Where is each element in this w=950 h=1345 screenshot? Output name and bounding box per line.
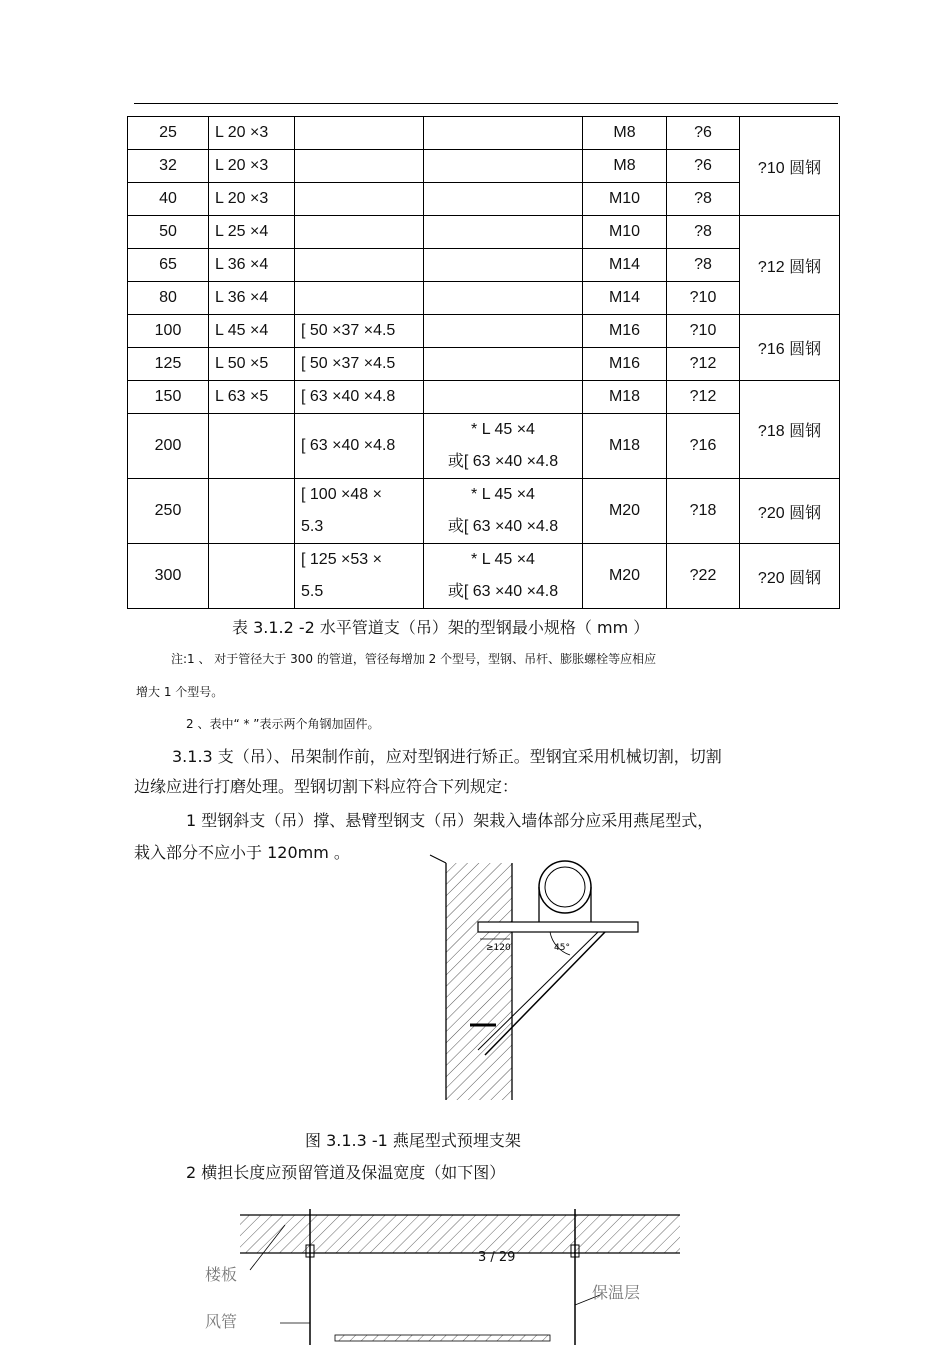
cell-nominal-diameter: 100	[128, 315, 209, 348]
cell-double-angle	[424, 249, 583, 282]
cell-nominal-diameter: 125	[128, 348, 209, 381]
cell-double-angle	[424, 150, 583, 183]
cell-double-angle	[424, 479, 583, 544]
cell-hanger-rod: ?12	[667, 348, 740, 381]
cell-line: 或[ 63 ×40 ×4.8	[447, 583, 559, 600]
cell-channel-steel	[295, 282, 424, 315]
cell-nominal-diameter: 80	[128, 282, 209, 315]
cell-nominal-diameter: 50	[128, 216, 209, 249]
page-number: 3 / 29	[478, 1250, 516, 1265]
table-row	[128, 544, 840, 609]
cell-line: 5.5	[301, 583, 324, 600]
cell-channel-steel: [ 50 ×37 ×4.5	[295, 348, 424, 381]
cell-double-angle	[424, 315, 583, 348]
header-rule	[134, 103, 838, 104]
item-2: 2 横担长度应预留管道及保温宽度（如下图）	[186, 1163, 506, 1182]
cell-angle-steel: L 25 ×4	[209, 216, 295, 249]
cell-hanger-rod: ?10	[667, 282, 740, 315]
cell-round-steel: ?18 圆钢	[740, 381, 840, 479]
cell-angle-steel	[209, 479, 295, 544]
table-row	[128, 117, 840, 150]
cell-line: [ 125 ×53 ×	[301, 551, 382, 568]
item-1-cont: 栽入部分不应小于 120mm 。	[134, 843, 350, 862]
cell-angle-steel: L 36 ×4	[209, 282, 295, 315]
cell-nominal-diameter: 150	[128, 381, 209, 414]
note-1: 注:1 、 对于管径大于 300 的管道，管径每增加 2 个型号，型钢、吊杆、膨胀螺栓等应相应	[171, 652, 657, 666]
cell-nominal-diameter: 65	[128, 249, 209, 282]
cell-line: * L 45 ×4	[471, 551, 535, 568]
cell-line: * L 45 ×4	[471, 486, 535, 503]
cell-channel-steel: [ 50 ×37 ×4.5	[295, 315, 424, 348]
cell-nominal-diameter: 250	[128, 479, 209, 544]
label-insulation: 保温层	[592, 1283, 641, 1302]
cell-double-angle	[424, 414, 583, 479]
table-row	[128, 216, 840, 249]
cell-hanger-rod: ?8	[667, 216, 740, 249]
cell-double-angle	[424, 381, 583, 414]
cell-hanger-rod: ?22	[667, 544, 740, 609]
table-row	[128, 348, 840, 381]
cell-expansion-bolt: M16	[583, 315, 667, 348]
cell-angle-steel: L 45 ×4	[209, 315, 295, 348]
cell-channel-steel	[295, 249, 424, 282]
cell-expansion-bolt: M10	[583, 216, 667, 249]
cell-nominal-diameter: 300	[128, 544, 209, 609]
cell-angle-steel	[209, 414, 295, 479]
cell-line: [ 100 ×48 ×	[301, 486, 382, 503]
cell-expansion-bolt: M20	[583, 544, 667, 609]
cell-hanger-rod: ?10	[667, 315, 740, 348]
cell-double-angle	[424, 183, 583, 216]
table-row	[128, 315, 840, 348]
cell-double-angle	[424, 282, 583, 315]
cell-double-angle	[424, 544, 583, 609]
cell-hanger-rod: ?18	[667, 479, 740, 544]
cell-channel-steel	[295, 479, 424, 544]
figure-duct-hanger	[190, 1195, 690, 1345]
cell-hanger-rod: ?6	[667, 150, 740, 183]
cell-round-steel: ?20 圆钢	[740, 479, 840, 544]
table-row	[128, 414, 840, 479]
cell-channel-steel	[295, 183, 424, 216]
note-2: 2 、表中“ * ”表示两个角钢加固件。	[186, 717, 380, 731]
cell-double-angle	[424, 117, 583, 150]
table-row	[128, 249, 840, 282]
figure-dovetail-bracket	[430, 855, 650, 1100]
cell-double-angle	[424, 348, 583, 381]
section-3-1-3-cont: 边缘应进行打磨处理。型钢切割下料应符合下列规定：	[134, 777, 519, 796]
table-row	[128, 479, 840, 544]
label-duct: 风管	[205, 1312, 238, 1331]
table-row	[128, 150, 840, 183]
cell-angle-steel	[209, 544, 295, 609]
cell-angle-steel: L 20 ×3	[209, 117, 295, 150]
cell-nominal-diameter: 32	[128, 150, 209, 183]
cell-expansion-bolt: M18	[583, 414, 667, 479]
cell-expansion-bolt: M14	[583, 282, 667, 315]
cell-expansion-bolt: M20	[583, 479, 667, 544]
table-row	[128, 381, 840, 414]
cell-hanger-rod: ?8	[667, 183, 740, 216]
item-1: 1 型钢斜支（吊）撑、悬臂型钢支（吊）架栽入墙体部分应采用燕尾型式，	[186, 811, 714, 830]
cell-hanger-rod: ?16	[667, 414, 740, 479]
cell-channel-steel	[295, 150, 424, 183]
cell-angle-steel: L 20 ×3	[209, 150, 295, 183]
cell-expansion-bolt: M8	[583, 117, 667, 150]
note-1-cont: 增大 1 个型号。	[136, 685, 224, 699]
cell-round-steel: ?20 圆钢	[740, 544, 840, 609]
cell-nominal-diameter: 25	[128, 117, 209, 150]
cell-expansion-bolt: M16	[583, 348, 667, 381]
spec-table	[127, 116, 840, 609]
table-caption: 表 3.1.2 -2 水平管道支（吊）架的型钢最小规格（ mm ）	[232, 618, 650, 637]
cell-round-steel: ?10 圆钢	[740, 117, 840, 216]
cell-double-angle	[424, 216, 583, 249]
cell-line: 或[ 63 ×40 ×4.8	[447, 518, 559, 535]
cell-expansion-bolt: M14	[583, 249, 667, 282]
cell-hanger-rod: ?12	[667, 381, 740, 414]
cell-angle-steel: L 50 ×5	[209, 348, 295, 381]
cell-nominal-diameter: 40	[128, 183, 209, 216]
cell-expansion-bolt: M8	[583, 150, 667, 183]
dimension-label: ≥120	[486, 943, 511, 953]
cell-expansion-bolt: M10	[583, 183, 667, 216]
angle-label: 45°	[554, 943, 570, 953]
cell-angle-steel: L 36 ×4	[209, 249, 295, 282]
section-3-1-3: 3.1.3 支（吊）、吊架制作前，应对型钢进行矫正。型钢宜采用机械切割，切割	[172, 747, 722, 766]
cell-line: * L 45 ×4	[471, 421, 535, 438]
cell-line: 5.3	[301, 518, 324, 535]
cell-expansion-bolt: M18	[583, 381, 667, 414]
cell-hanger-rod: ?6	[667, 117, 740, 150]
cell-angle-steel: L 20 ×3	[209, 183, 295, 216]
cell-round-steel: ?16 圆钢	[740, 315, 840, 381]
table-row	[128, 282, 840, 315]
cell-round-steel: ?12 圆钢	[740, 216, 840, 315]
cell-channel-steel	[295, 117, 424, 150]
cell-line: 或[ 63 ×40 ×4.8	[447, 453, 559, 470]
cell-nominal-diameter: 200	[128, 414, 209, 479]
cell-channel-steel: [ 63 ×40 ×4.8	[295, 414, 424, 479]
label-slab: 楼板	[205, 1265, 238, 1284]
cell-channel-steel	[295, 216, 424, 249]
cell-channel-steel	[295, 544, 424, 609]
table-row	[128, 183, 840, 216]
cell-channel-steel: [ 63 ×40 ×4.8	[295, 381, 424, 414]
cell-angle-steel: L 63 ×5	[209, 381, 295, 414]
figure-1-caption: 图 3.1.3 -1 燕尾型式预埋支架	[305, 1131, 521, 1150]
cell-hanger-rod: ?8	[667, 249, 740, 282]
